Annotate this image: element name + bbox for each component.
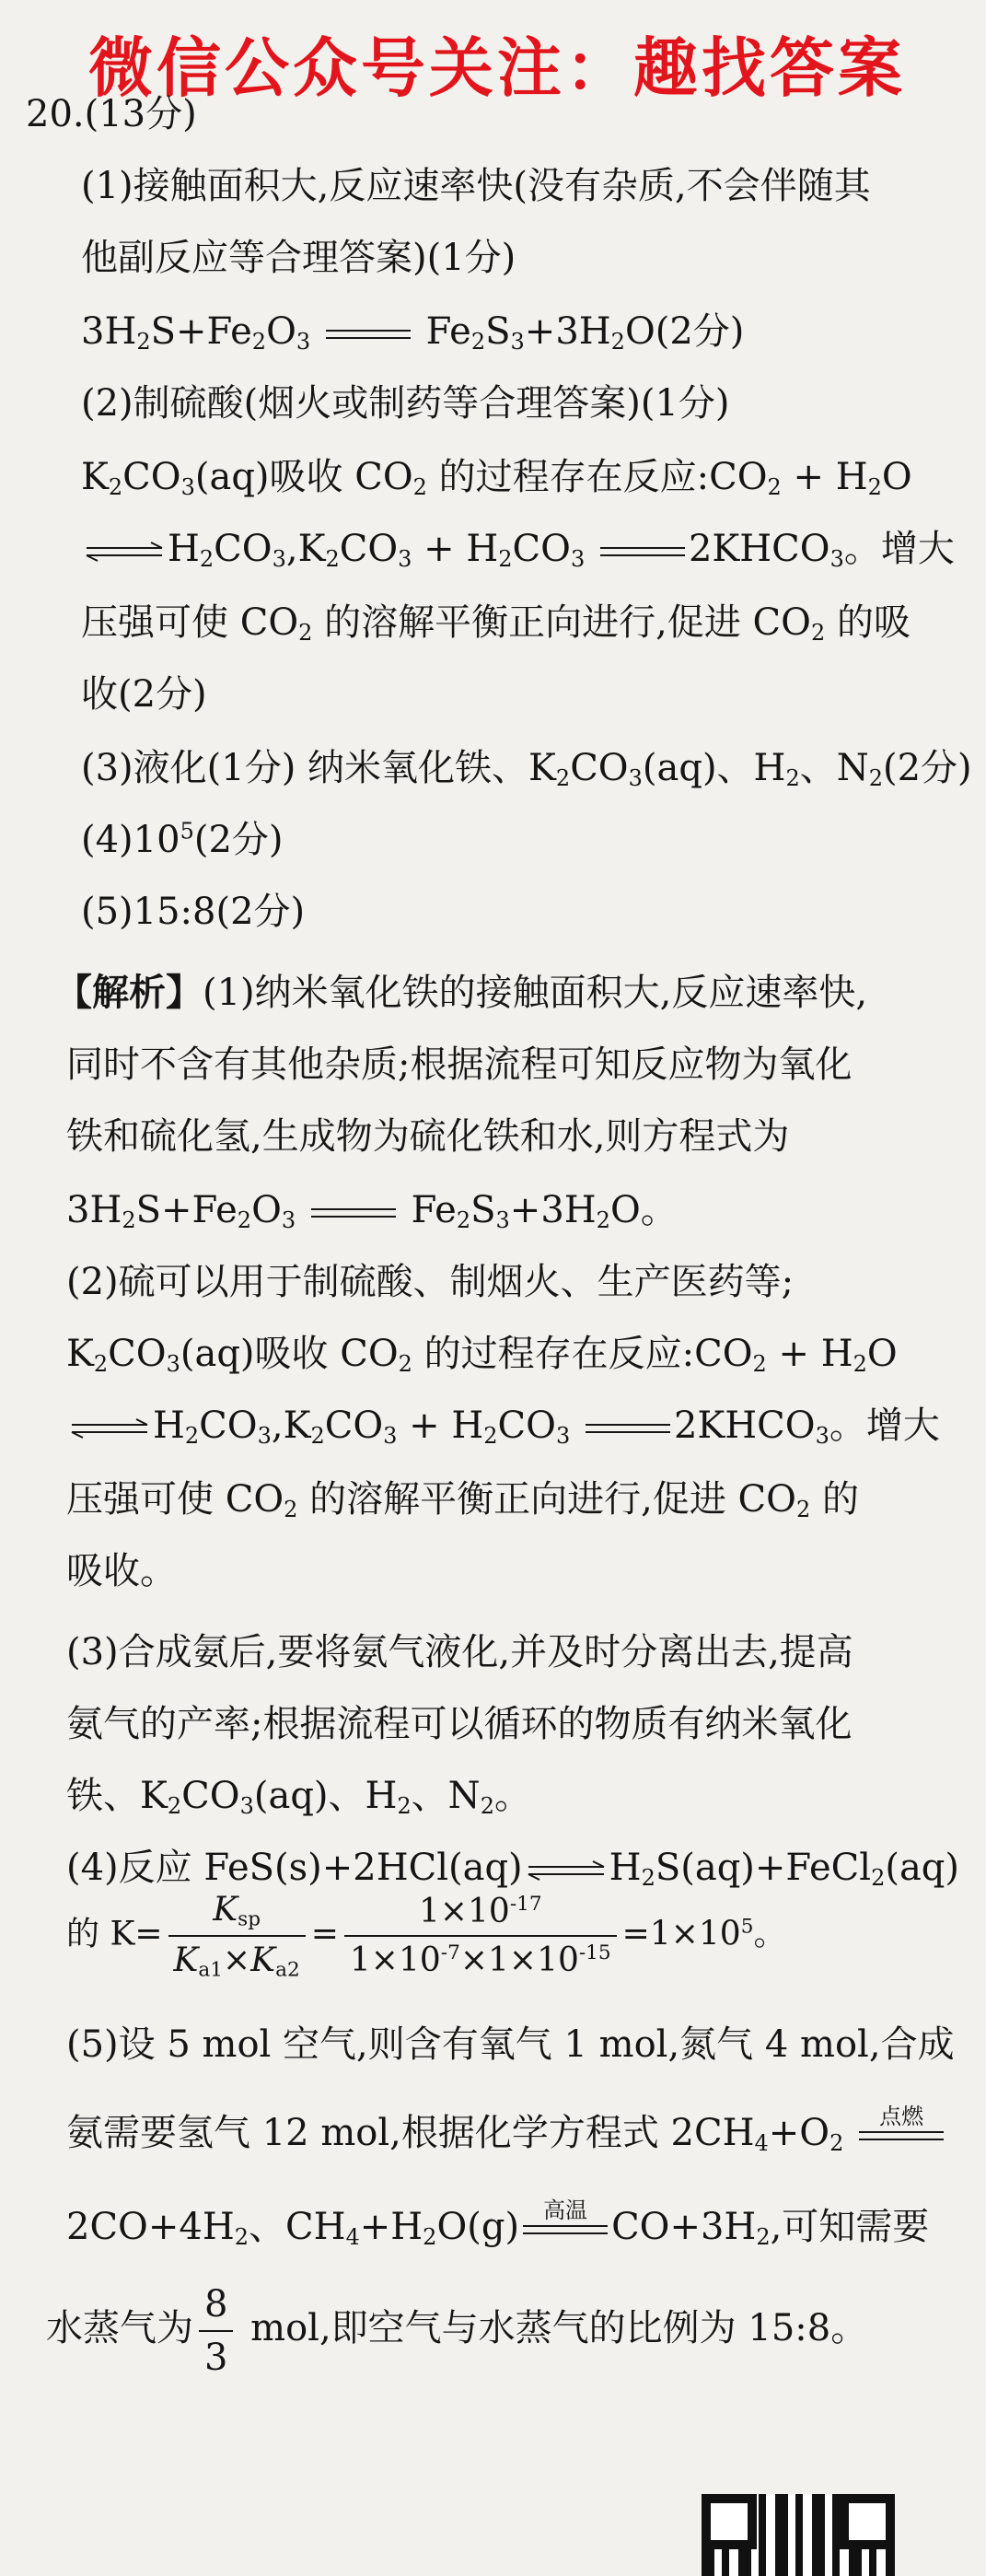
equals-sign <box>586 1424 670 1433</box>
analysis-3-line-2: 氨气的产率;根据流程可以循环的物质有纳米氧化 <box>66 1703 853 1745</box>
analysis-4-line-2: 的 K= $\frac{K_{sp}}{K_{a1}\times K_{a2}}$ = $\frac{1\times 10^{-17}}{1\times 10^{-7}\times 1\times 10^{-15}}$ $=1\times 10^5$。 <box>66 1891 787 1982</box>
answer-1-line-1: (1)接触面积大,反应速率快(没有杂质,不会伴随其 <box>81 165 871 207</box>
fraction-ksp: $\frac{K_{sp}}{K_{a1}\times K_{a2}}$ <box>168 1890 306 1983</box>
answer-2-line-2: $K_2CO_3(aq)$吸收 $CO_2$ 的过程存在反应$:CO_2 + H_2O$ <box>81 456 912 500</box>
question-header: 20.(13分) <box>26 93 197 135</box>
equals-sign <box>600 547 685 556</box>
answer-3: (3)液化(1分) 纳米氧化铁、$K_2CO_3(aq)$、$H_2$、$N_2(2$分) <box>81 747 972 791</box>
answer-4: $(4)10^5(2$分) <box>81 818 284 861</box>
equals-sign <box>311 1208 396 1218</box>
analysis-5-line-2: 氨需要氢气 12 mol,根据化学方程式 $2CH_4+O_2$ 点燃 <box>66 2111 947 2157</box>
watermark-text: 微信公众号关注：趣找答案 <box>88 30 906 106</box>
equals-sign-high-temp: 高温 <box>523 2225 608 2234</box>
analysis-1-line-2: 同时不含有其他杂质;根据流程可知反应物为氧化 <box>66 1043 853 1086</box>
analysis-5-line-1: (5)设 5 mol 空气,则含有氧气 1 mol,氮气 4 mol,合成 <box>66 2023 955 2066</box>
answer-2-line-3: $H_2CO_3,K_2CO_3 + H_2CO_3$ $2KHCO_3$。增大 <box>81 527 955 573</box>
analysis-2-line-1: (2)硫可以用于制硫酸、制烟火、生产医药等; <box>66 1261 795 1303</box>
analysis-5-line-4: 水蒸气为 $\frac{8}{3}$ mol,即空气与水蒸气的比例为 15:8。 <box>46 2283 868 2379</box>
analysis-2-line-2: $K_2CO_3(aq)$吸收 $CO_2$ 的过程存在反应$:CO_2 + H_2O$ <box>66 1333 898 1377</box>
answer-2-line-5: 收(2分) <box>81 673 207 716</box>
analysis-5-line-3: $2CO+4H_2$、$CH_4+H_2O(g)$ 高温 $CO+3H_2$,可知需要 <box>66 2197 930 2250</box>
answer-2-line-4: 压强可使 $CO_2$ 的溶解平衡正向进行,促进 $CO_2$ 的吸 <box>81 601 911 646</box>
answer-1-line-2: 他副反应等合理答案)(1分) <box>81 237 516 279</box>
answer-2-line-1: (2)制硫酸(烟火或制药等合理答案)(1分) <box>81 382 730 425</box>
analysis-4-line-1: (4)反应 FeS(s)+2HCl(aq) $H_2S(aq)+FeCl_2(aq)$ <box>66 1847 960 1891</box>
analysis-3-line-3: 铁、$K_2CO_3(aq)$、$H_2$、$N_2$。 <box>66 1775 531 1819</box>
reversible-arrow <box>70 1418 149 1439</box>
analysis-1-line-3: 铁和硫化氢,生成物为硫化铁和水,则方程式为 <box>66 1115 790 1158</box>
analysis-2-line-5: 吸收。 <box>66 1550 177 1592</box>
fraction-values: $\frac{1\times 10^{-17}}{1\times 10^{-7}\times 1\times 10^{-15}}$ <box>344 1892 617 1980</box>
answer-5: (5)15:8(2分) <box>81 891 306 933</box>
analysis-1-equation: $3H_2S+Fe_2O_3$ $Fe_2S_3+3H_2O$。 <box>66 1189 678 1233</box>
analysis-2-line-3: $H_2CO_3,K_2CO_3 + H_2CO_3$ $2KHCO_3$。增大 <box>66 1404 940 1450</box>
analysis-3-line-1: (3)合成氨后,要将氨气液化,并及时分离出去,提高 <box>66 1631 853 1673</box>
analysis-2-line-4: 压强可使 $CO_2$ 的溶解平衡正向进行,促进 $CO_2$ 的 <box>66 1478 859 1522</box>
reversible-arrow <box>85 542 164 562</box>
analysis-label: 【解析】 <box>55 971 203 1014</box>
analysis-1-line-1: 【解析】(1)纳米氧化铁的接触面积大,反应速率快, <box>55 971 868 1014</box>
answer-1-equation: $3H_2S+Fe_2O_3$ $Fe_2S_3+3H_2O(2$分) <box>81 310 745 355</box>
qr-code-image <box>702 2494 895 2576</box>
equals-sign <box>326 330 411 339</box>
reversible-arrow <box>527 1860 606 1881</box>
fraction-eight-thirds: $\frac{8}{3}$ <box>199 2282 233 2380</box>
equals-sign-ignite: 点燃 <box>859 2131 944 2140</box>
